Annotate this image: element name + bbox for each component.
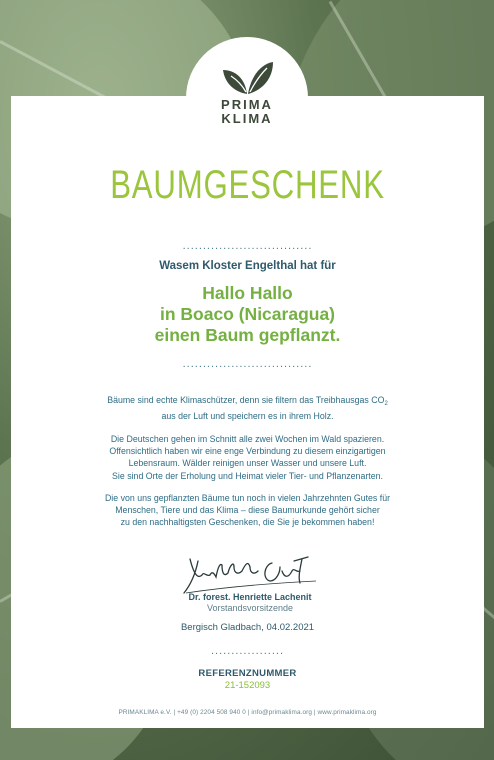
paragraph-line: Die Deutschen gehen im Schnitt alle zwei Wochen im Wald spazieren. [110, 434, 385, 444]
recipient-block [11, 283, 484, 346]
recipient-statement: einen Baum gepflanzt. [154, 325, 341, 345]
separator: ................................ [182, 240, 313, 252]
subscript: 2 [384, 401, 388, 407]
reference-number: 21-152093 [224, 680, 271, 691]
sponsor-line: Wasem Kloster Engelthal hat für [159, 260, 336, 272]
paragraph-line: Die von uns gepflanzten Bäume tun noch in vielen Jahrzehnten Gutes für [104, 493, 391, 503]
signer-title: Vorstandsvorsitzende [206, 603, 294, 613]
paragraph-line: Lebensraum. Wälder reinigen unser Wasser und unsere Luft. [128, 458, 367, 469]
paragraph-line: Offensichtlich haben wir eine enge Verbindung zu diesem einzigartigen [109, 446, 386, 457]
recipient-name: Hallo Hallo [202, 283, 293, 303]
place-date: Bergisch Gladbach, 04.02.2021 [180, 622, 315, 633]
signer-name: Dr. forest. Henriette Lachenit [188, 592, 312, 602]
logo-text-prima: PRIMA [221, 97, 273, 112]
paragraph-line: zu den nachhaltigsten Geschenken, die Sie je bekommen haben! [120, 517, 375, 528]
certificate-title: BAUMGESCHENK [110, 163, 385, 207]
paragraph-line: aus der Luft und speichern es in ihrem Holz. [161, 411, 334, 422]
co2-text: Bäume sind echte Klimaschützer, denn sie filtern das Treibhausgas CO [107, 395, 385, 405]
separator: ................................ [182, 358, 313, 370]
footer-contact: PRIMAKLIMA e.V. | +49 (0) 2204 508 940 0 | info@primaklima.org | www.primaklima.org [118, 709, 377, 716]
paragraph-line [11, 394, 484, 410]
paragraph-line: Sie sind Orte der Erholung und Heimat vieler Tier- und Pflanzenarten. [112, 470, 383, 481]
paragraph-gift [11, 492, 484, 529]
logo-text-klima: KLIMA [221, 111, 273, 126]
reference-label: REFERENZNUMMER [198, 668, 297, 679]
paragraph-climate [11, 394, 484, 422]
separator: .................. [210, 645, 284, 657]
paragraph-line: Menschen, Tiere und das Klima – diese Baumurkunde gehört sicher [115, 505, 380, 516]
recipient-location: in Boaco (Nicaragua) [159, 304, 336, 324]
leaf-logo-icon [217, 58, 277, 98]
paragraph-forest [11, 433, 484, 482]
